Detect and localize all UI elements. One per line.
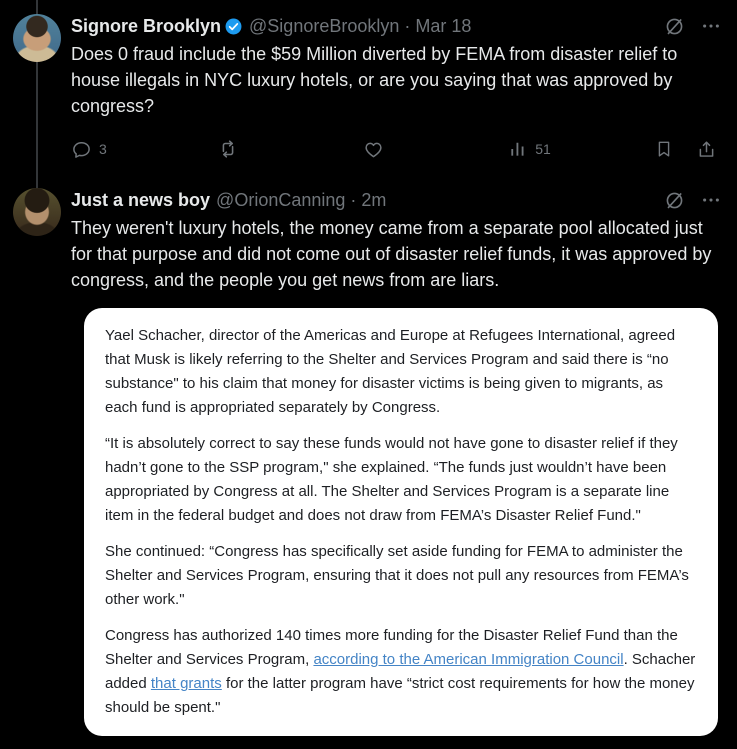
grok-actions-icon[interactable] <box>664 16 685 37</box>
reply-count: 3 <box>99 141 107 157</box>
tweet-text: Does 0 fraud include the $59 Million diverted by FEMA from disaster relief to house illegals in NYC luxury hotels, or are you saying that was approved by congress? <box>71 44 678 116</box>
card-paragraph: Yael Schacher, director of the Americas and Europe at Refugees International, agreed that Musk is likely referring to the Shelter and Services Program and said there is “no substance" to his claim that money for disaster victims is being given to migrants, as each fund is appropriated separately by Congress. <box>105 327 676 416</box>
quoted-article-card[interactable] <box>84 308 718 736</box>
card-paragraph: Congress has authorized 140 times more funding for the Disaster Relief Fund than the Shelter and Services Program, according to the American Immigration Council. Schacher added that grants for the latter program have “strict cost requirements for how the money should be spent." <box>105 627 696 716</box>
card-link[interactable]: according to the American Immigration Council <box>313 651 624 668</box>
avatar[interactable] <box>13 188 61 236</box>
reply-button[interactable] <box>71 139 217 160</box>
tweet-text: They weren't luxury hotels, the money came from a separate pool allocated just for that purpose and did not come out of disaster relief funds, it was approved by congress, and the people you get news from are liars. <box>71 218 712 290</box>
timestamp[interactable]: 2m <box>361 190 387 210</box>
separator-dot: · <box>404 16 411 36</box>
separator-dot: · <box>350 190 357 210</box>
more-options-icon[interactable] <box>701 16 721 36</box>
tweet <box>0 0 737 166</box>
timestamp[interactable]: Mar 18 <box>415 16 472 36</box>
card-link[interactable]: that grants <box>150 675 222 692</box>
handle[interactable]: @SignoreBrooklyn <box>249 16 400 36</box>
more-options-icon[interactable] <box>701 190 721 210</box>
tweet <box>0 188 737 736</box>
tweet-header <box>71 188 721 212</box>
tweet-action-bar <box>71 132 721 166</box>
card-paragraph: “It is absolutely correct to say these funds would not have gone to disaster relief if they hadn’t gone to the SSP program," she explained. “The funds just wouldn’t have been appropriated by Congress at all. The Shelter and Services Program is a separate line item in the federal budget and does not draw from FEMA’s Disaster Relief Fund." <box>105 435 678 524</box>
handle[interactable]: @OrionCanning <box>216 190 346 210</box>
views-button[interactable] <box>508 139 654 159</box>
view-count: 51 <box>535 141 551 157</box>
share-icon[interactable] <box>696 139 717 160</box>
bookmark-icon[interactable] <box>654 139 674 159</box>
grok-actions-icon[interactable] <box>664 190 685 211</box>
card-paragraph: She continued: “Congress has specifically set aside funding for FEMA to administer the Shelter and Services Program, ensuring that it does not pull any resources from FEMA’s other work." <box>105 543 689 608</box>
repost-button[interactable] <box>217 138 363 160</box>
like-button[interactable] <box>363 139 509 160</box>
display-name[interactable]: Just a news boy <box>71 190 211 210</box>
display-name[interactable]: Signore Brooklyn <box>71 16 222 36</box>
tweet-header <box>71 14 721 38</box>
verified-badge-icon <box>224 17 243 36</box>
avatar[interactable] <box>13 14 61 62</box>
